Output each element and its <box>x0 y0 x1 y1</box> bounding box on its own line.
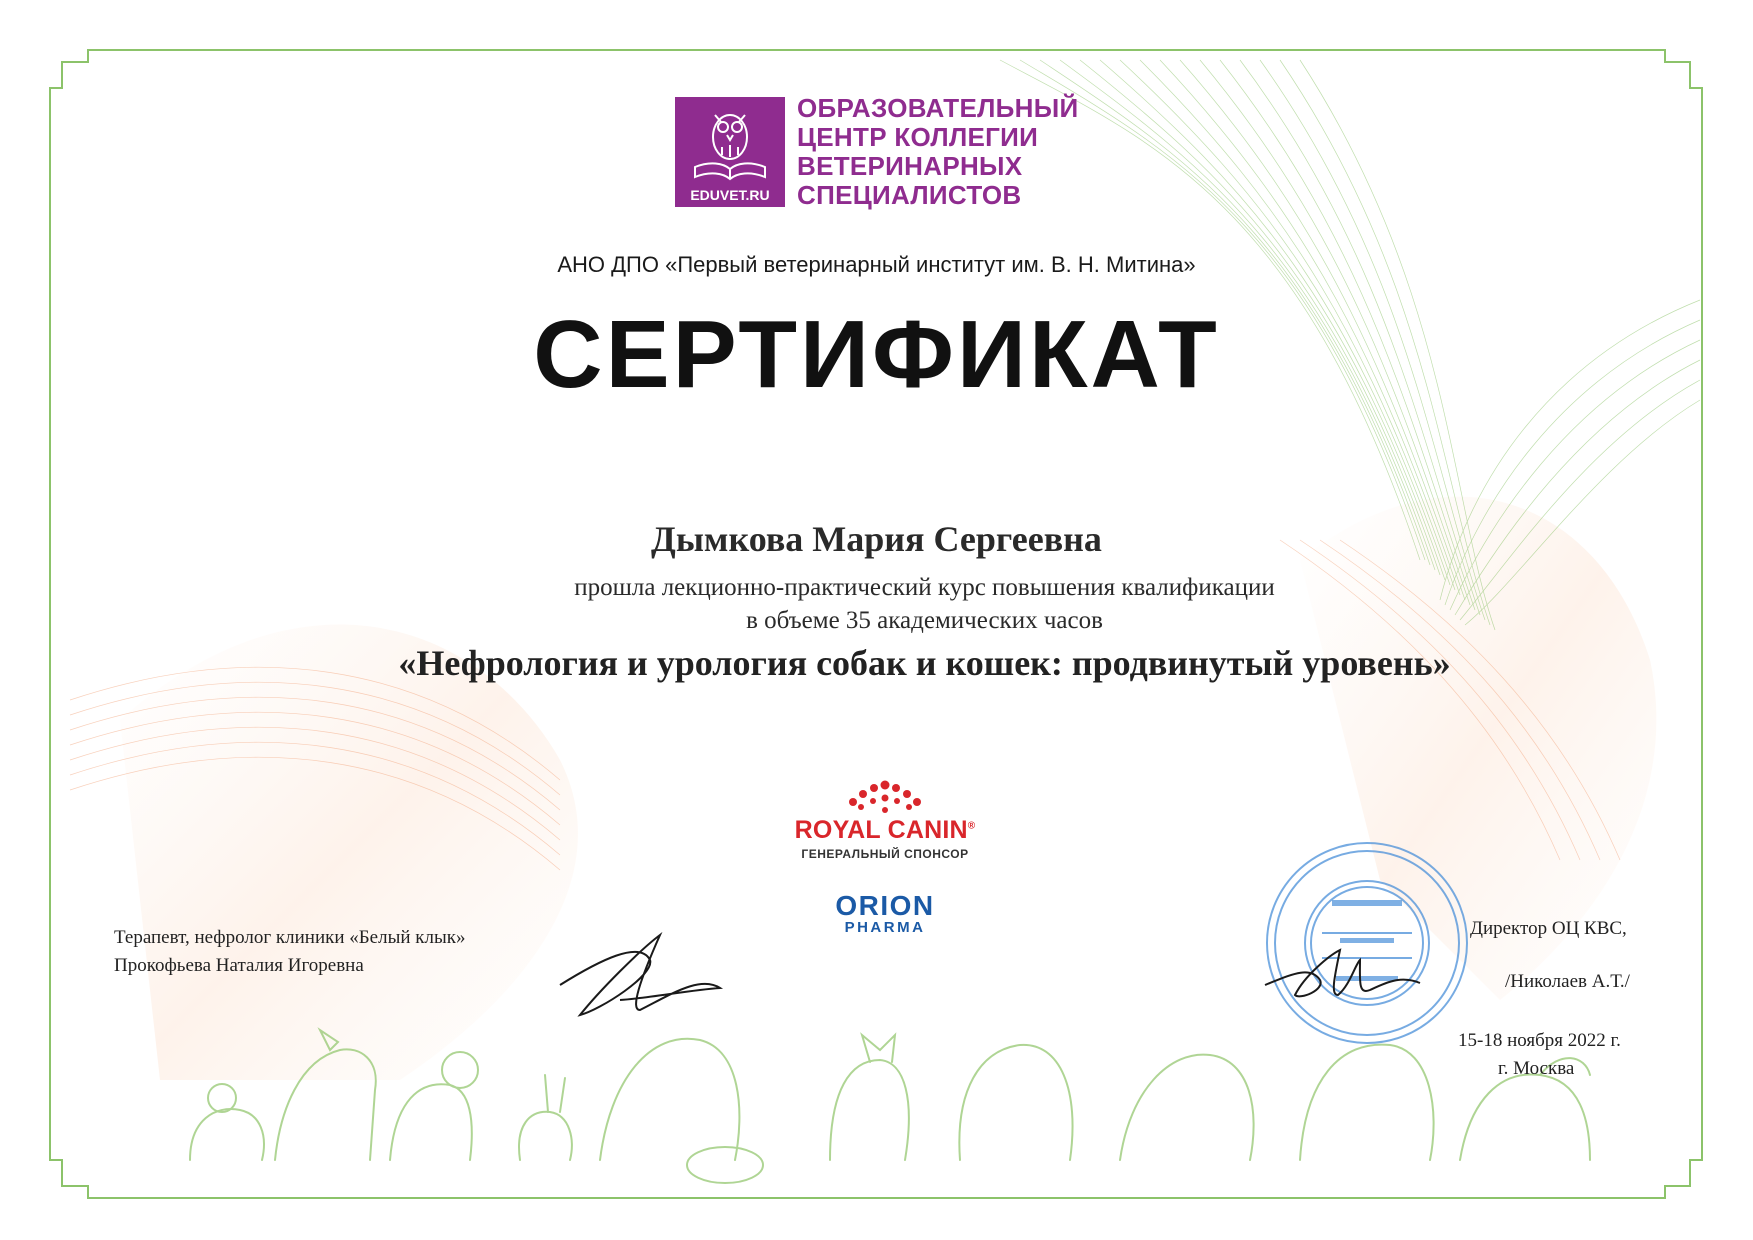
left-signatory-name: Прокофьева Наталия Игоревна <box>114 955 364 976</box>
course-title: «Нефрология и урология собак и кошек: продвинутый уровень» <box>398 643 1451 683</box>
course-description-line-2: в объеме 35 академических часов <box>746 607 1103 634</box>
right-signature-scribble <box>1260 945 1430 1015</box>
course-description-line-1: прошла лекционно-практический курс повышения квалификации <box>574 574 1275 601</box>
logo-line-2: ЦЕНТР КОЛЛЕГИИ <box>797 122 1039 152</box>
logo-line-4: СПЕЦИАЛИСТОВ <box>797 180 1022 210</box>
sponsor-name: ROYAL CANIN® <box>794 816 976 844</box>
issue-date: 15-18 ноября 2022 г. <box>1458 1030 1621 1051</box>
warm-wave-left <box>120 624 578 1080</box>
official-stamp-icon <box>1262 838 1472 1048</box>
certificate-title: СЕРТИФИКАТ <box>533 301 1220 408</box>
partner-line-2: PHARMA <box>844 919 926 936</box>
left-signatory <box>114 924 465 980</box>
left-signature-scribble <box>560 935 720 1015</box>
institute-name: АНО ДПО «Первый ветеринарный институт им. В. Н. Митина» <box>557 252 1196 277</box>
logo-badge-text: EDUVET.RU <box>690 187 770 203</box>
owl-book-logo-icon <box>675 97 785 207</box>
eduvet-logo <box>675 93 1079 210</box>
logo-line-3: ВЕТЕРИНАРНЫХ <box>797 151 1023 181</box>
left-signatory-title: Терапевт, нефролог клиники «Белый клык» <box>114 927 466 948</box>
partner-line-1: ORION <box>835 890 935 921</box>
royal-canin-sponsor <box>785 780 985 861</box>
right-signatory-name: /Николаев А.Т./ <box>1505 971 1630 992</box>
logo-wordmark <box>797 94 1078 210</box>
orion-pharma-logo <box>810 892 960 936</box>
right-signatory-title: Директор ОЦ КВС, <box>1470 918 1627 939</box>
crown-icon <box>847 780 923 814</box>
recipient-name: Дымкова Мария Сергеевна <box>651 519 1102 559</box>
issue-city: г. Москва <box>1498 1058 1575 1079</box>
sponsor-subtitle: ГЕНЕРАЛЬНЫЙ СПОНСОР <box>801 847 969 861</box>
logo-line-1: ОБРАЗОВАТЕЛЬНЫЙ <box>797 93 1079 123</box>
